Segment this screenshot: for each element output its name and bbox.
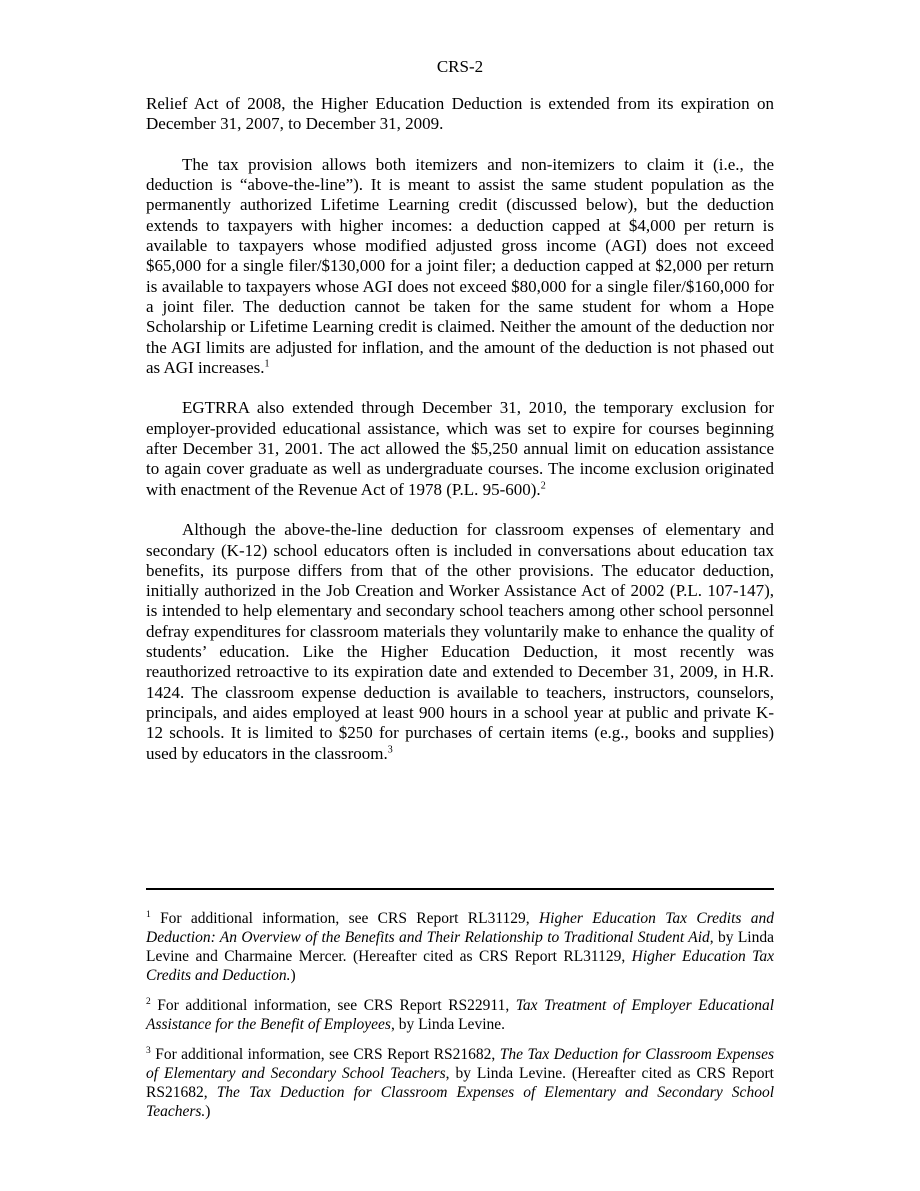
footnote-text: For additional information, see CRS Report RL31129, (150, 910, 539, 927)
footnote-title: The Tax Deduction for Classroom Expenses of Elementary and Secondary School Teachers. (146, 1084, 774, 1120)
paragraph-text: The tax provision allows both itemizers and non-itemizers to claim it (i.e., the deduction is “above-the-line”). It is meant to assist the same student population as the permanently authorized Lifetime Learning credit (discussed below), but the deduction extends to taxpayers with higher incomes: a deduction capped at $4,000 per return is available to taxpayers whose modified adjusted gross income (AGI) does not exceed $65,000 for a single filer/$130,000 for a joint filer; a deduction capped at $2,000 per return is available to taxpayers whose AGI does not exceed $80,000 for a single filer/$160,000 for a joint filer. The deduction cannot be taken for the same student for whom a Hope Scholarship or Lifetime Learning credit is claimed. Neither the amount of the deduction nor the AGI limits are adjusted for inflation, and the amount of the deduction is not phased out as AGI increases. (146, 154, 774, 377)
paragraph-text: EGTRRA also extended through December 31, 2010, the temporary exclusion for employer-provided educational assistance, which was set to expire for courses beginning after December 31, 2001. The act allowed the $5,250 annual limit on education assistance to again cover graduate as well as undergraduate courses. The income exclusion originated with enactment of the Revenue Act of 1978 (P.L. 95-600). (146, 398, 774, 499)
paragraph (146, 398, 774, 499)
footnote-title: Higher Education Tax Credits and Deduction. (146, 948, 775, 984)
footnote-number: 2 (146, 996, 151, 1007)
footnote-title: Higher Education Tax Credits and Deduction: An Overview of the Benefits and Their Relationship to Traditional Student Aid (146, 910, 774, 946)
footnote-ref[interactable]: 3 (387, 743, 393, 755)
page-header: CRS-2 (436, 57, 484, 76)
footnote-ref[interactable]: 2 (540, 479, 546, 491)
footnote-text: ) (290, 967, 296, 984)
footnote-title: Tax Treatment of Employer Educational Assistance for the Benefit of Employees (146, 997, 774, 1033)
footnote-ref[interactable]: 1 (264, 358, 270, 370)
footnote-text: ) (205, 1103, 211, 1120)
footnote-number: 3 (146, 1045, 151, 1056)
footnote-text: , by Linda Levine. (390, 1016, 506, 1033)
footnote-number: 1 (146, 909, 151, 920)
footnote-text: For additional information, see CRS Report RS21682, (150, 1046, 500, 1063)
footnote-divider (146, 888, 774, 890)
footnote-text: For additional information, see CRS Report RS22911, (150, 997, 516, 1014)
footnote (146, 996, 774, 1034)
footnote (146, 909, 774, 985)
paragraph (146, 520, 774, 764)
paragraph-text: Relief Act of 2008, the Higher Education Deduction is extended from its expiration on December 31, 2007, to December 31, 2009. (146, 94, 774, 134)
footnote-text: , by Linda Levine. (Hereafter cited as CRS Report RS21682, (146, 1065, 774, 1101)
body-text (146, 94, 774, 784)
footnote (146, 1045, 774, 1121)
footnotes (146, 909, 774, 1132)
paragraph (146, 94, 774, 135)
paragraph-text: Although the above-the-line deduction for classroom expenses of elementary and secondary (K-12) school educators often is included in conversations about education tax benefits, its purpose differs from that of the other provisions. The educator deduction, initially authorized in the Job Creation and Worker Assistance Act of 2002 (P.L. 107-147), is intended to help elementary and secondary school teachers among other school personnel defray expenditures for classroom materials they voluntarily make to enhance the quality of students’ education. Like the Higher Education Deduction, it most recently was reauthorized retroactive to its expiration date and extended to December 31, 2009, in H.R. 1424. The classroom expense deduction is available to teachers, instructors, counselors, principals, and aides employed at least 900 hours in a school year at public and private K-12 schools. It is limited to $250 for purchases of certain items (e.g., books and supplies) used by educators in the classroom. (146, 520, 774, 763)
footnote-title: The Tax Deduction for Classroom Expenses of Elementary and Secondary School Teachers (146, 1046, 774, 1082)
paragraph (146, 155, 774, 378)
footnote-text: , by Linda Levine and Charmaine Mercer. (Hereafter cited as CRS Report RL31129, (146, 929, 774, 965)
